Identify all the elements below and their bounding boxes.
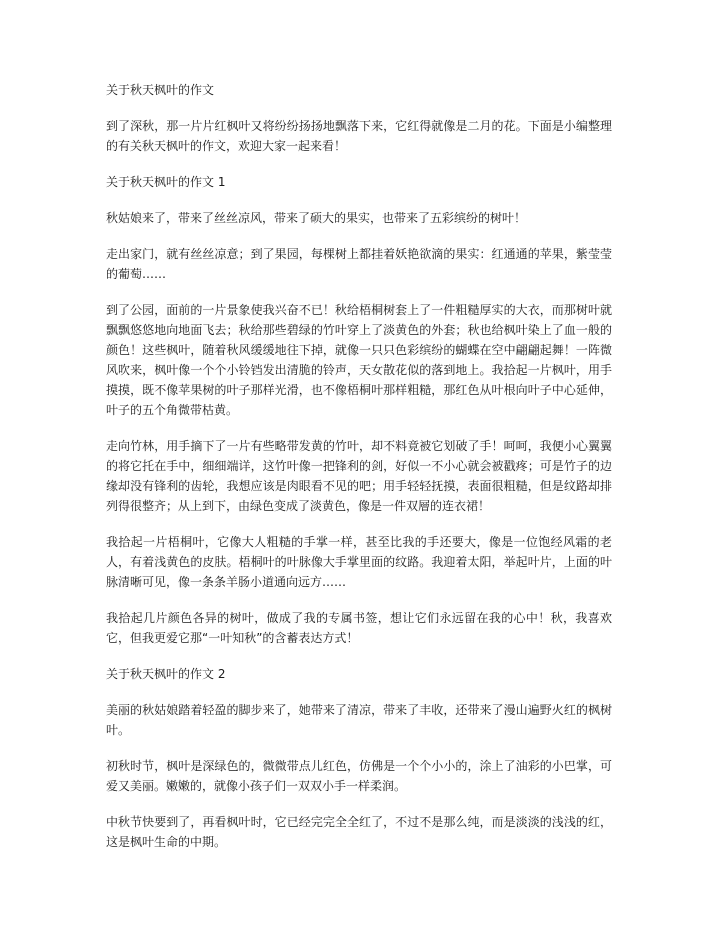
- essay-1-paragraph-1: 秋姑娘来了，带来了丝丝凉风，带来了硕大的果实，也带来了五彩缤纷的树叶！: [106, 211, 527, 225]
- essay-1-paragraph-3: 到了公园，面前的一片景象使我兴奋不已！秋给梧桐树套上了一件粗糙厚实的大衣，而那树叶就飘飘悠悠地向地面飞去；秋给那些碧绿的竹叶穿上了淡黄色的外套；秋也给枫叶染上了血一般的颜色！这些枫叶，随着秋风缓缓地往下掉，就像一只只色彩缤纷的蝴蝶在空中翩翩起舞！一阵微风吹来，枫叶像一个个小铃铛发出清脆的铃声，天女散花似的落到地上。我拾起一片枫叶，用手摸摸，既不像苹果树的叶子那样光滑，也不像梧桐叶那样粗糙，那红色从叶根向叶子中心延伸，叶子的五个角微带枯黄。: [106, 303, 612, 417]
- essay-2-title: 关于秋天枫叶的作文 2: [106, 667, 226, 681]
- essay-2-paragraph-3: 中秋节快要到了，再看枫叶时，它已经完完全全红了，不过不是那么纯，而是淡淡的浅浅的红，这是枫叶生命的中期。: [106, 815, 612, 849]
- essay-1-paragraph-5: 我拾起一片梧桐叶，它像大人粗糙的手掌一样，甚至比我的手还要大，像是一位饱经风霜的老人，有着浅黄色的皮肤。梧桐叶的叶脉像大手掌里面的纹路。我迎着太阳，举起叶片，上面的叶脉清晰可见，像一条条羊肠小道通向远方……: [106, 535, 612, 589]
- essay-1-title: 关于秋天枫叶的作文 1: [106, 175, 226, 189]
- essay-2-paragraph-2: 初秋时节，枫叶是深绿色的，微微带点儿红色，仿佛是一个个小小的，涂上了油彩的小巴掌，可爱又美丽。嫩嫩的，就像小孩子们一双双小手一样柔润。: [106, 759, 612, 793]
- essay-1-paragraph-6: 我拾起几片颜色各异的树叶，做成了我的专属书签，想让它们永远留在我的心中！秋，我喜欢它，但我更爱它那“一叶知秋”的含蓄表达方式！: [106, 611, 612, 645]
- essay-1-paragraph-4: 走向竹林，用手摘下了一片有些略带发黄的竹叶，却不料竟被它划破了手！呵呵，我便小心翼翼的将它托在手中，细细端详，这竹叶像一把锋利的剑，好似一不小心就会被戳疼；可是竹子的边缘却没有锋利的齿轮，我想应该是肉眼看不见的吧；用手轻轻抚摸，表面很粗糙，但是纹路却排列得很整齐；从上到下，由绿色变成了淡黄色，像是一件双層的连衣裙！: [106, 439, 612, 513]
- document-title: 关于秋天枫叶的作文: [106, 83, 215, 97]
- essay-2-paragraph-1: 美丽的秋姑娘踏着轻盈的脚步来了，她带来了清凉，带来了丰收，还带来了漫山遍野火红的枫树叶。: [106, 703, 612, 737]
- document-body: [106, 80, 612, 868]
- intro-paragraph: 到了深秋，那一片片红枫叶又将纷纷扬扬地飘落下来，它红得就像是二月的花。下面是小编整理的有关秋天枫叶的作文，欢迎大家一起来看！: [106, 119, 612, 153]
- essay-1-paragraph-2: 走出家门，就有丝丝凉意；到了果园，每棵树上都挂着妖艳欲滴的果实：红通通的苹果，紫莹莹的葡萄……: [106, 247, 612, 281]
